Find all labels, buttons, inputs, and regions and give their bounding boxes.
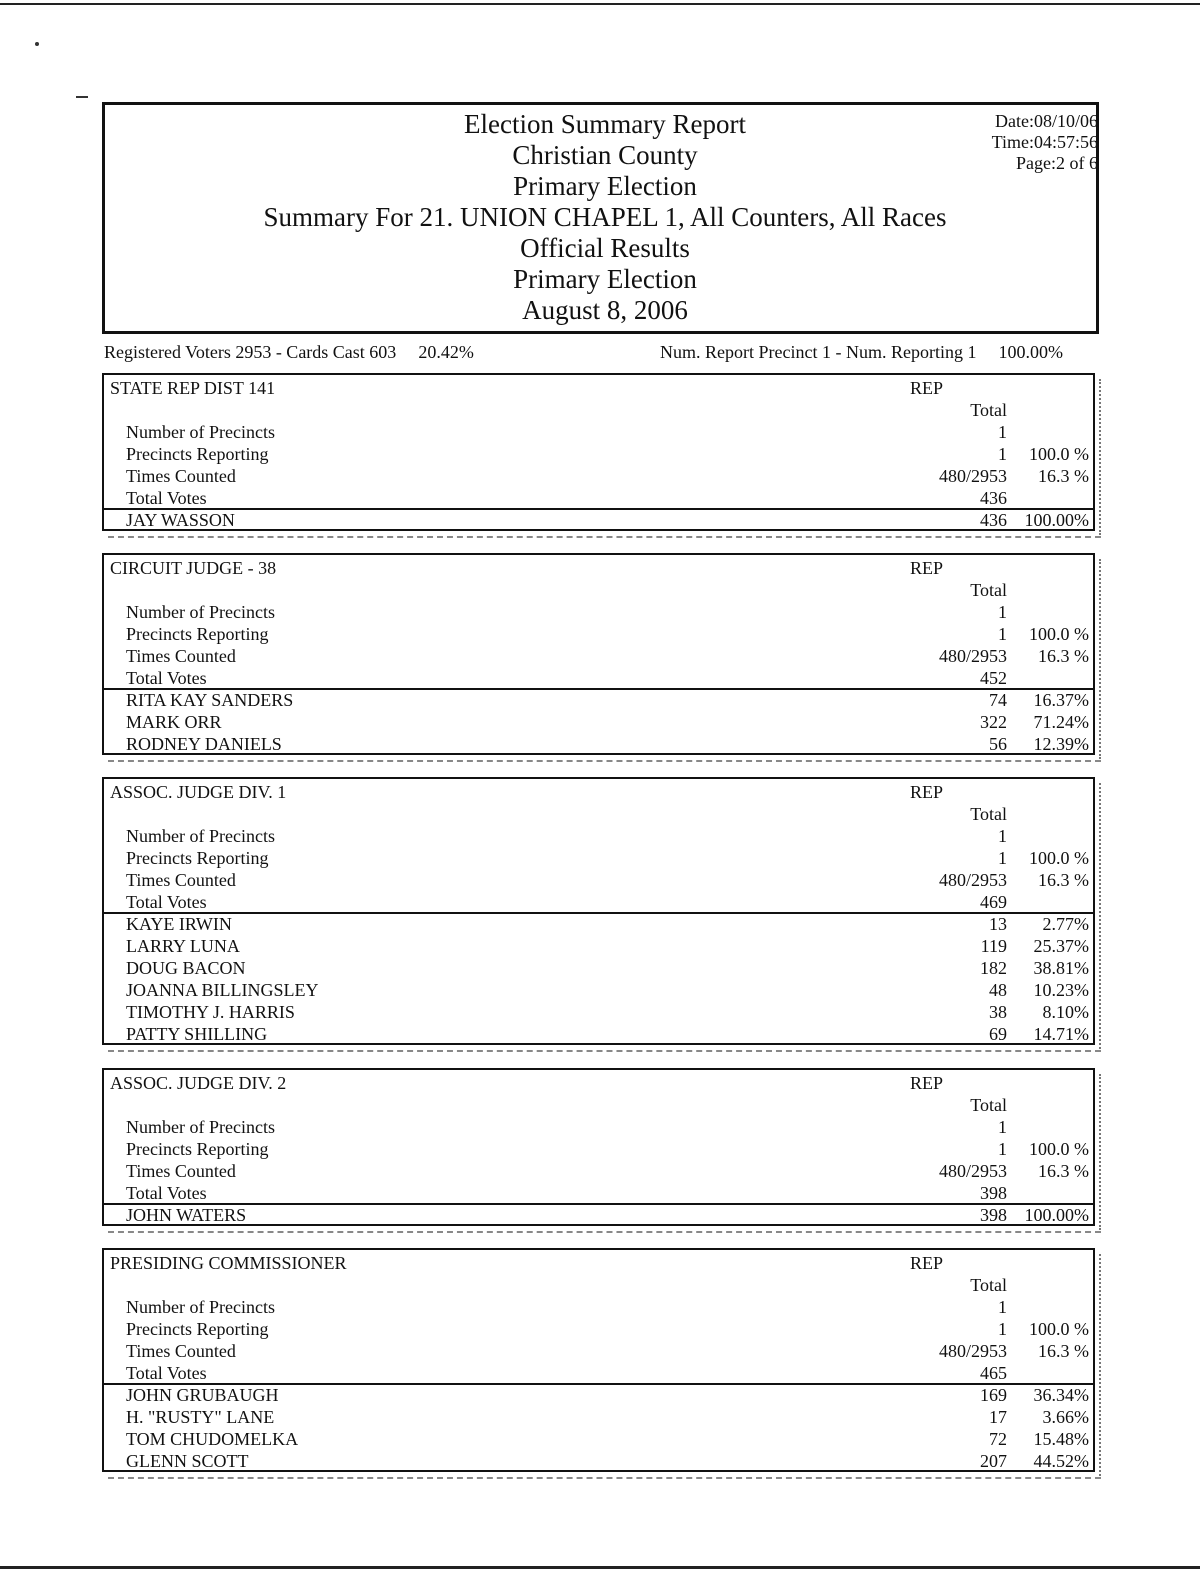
candidate-name: GLENN SCOTT bbox=[126, 1451, 249, 1471]
race-title-row bbox=[104, 1072, 1093, 1094]
turnout-pct: 20.42% bbox=[418, 342, 474, 362]
candidate-row bbox=[104, 1450, 1093, 1472]
candidate-name: TIMOTHY J. HARRIS bbox=[126, 1002, 295, 1022]
candidate-pct: 3.66% bbox=[1042, 1407, 1089, 1427]
candidate-pct: 12.39% bbox=[1033, 734, 1089, 754]
num-precincts-value: 1 bbox=[998, 826, 1007, 846]
times-counted-pct: 16.3 % bbox=[1038, 646, 1089, 666]
stat-row bbox=[104, 487, 1093, 509]
candidate-name: JAY WASSON bbox=[126, 510, 235, 530]
stat-row bbox=[104, 443, 1093, 465]
times-counted-value: 480/2953 bbox=[938, 1341, 1007, 1361]
race-box bbox=[102, 1068, 1095, 1226]
candidate-votes: 182 bbox=[980, 958, 1007, 978]
candidate-name: JOANNA BILLINGSLEY bbox=[126, 980, 319, 1000]
scan-shadow bbox=[1095, 1254, 1101, 1476]
precincts-reporting-pct: 100.0 % bbox=[1029, 444, 1089, 464]
report-title: Election Summary Report bbox=[464, 109, 746, 139]
stat-label: Total Votes bbox=[126, 1363, 207, 1383]
times-counted-pct: 16.3 % bbox=[1038, 1161, 1089, 1181]
candidate-votes: 69 bbox=[989, 1024, 1007, 1044]
stat-label: Times Counted bbox=[126, 646, 236, 666]
precincts-reporting-pct: 100.0 % bbox=[1029, 624, 1089, 644]
scan-shadow bbox=[1095, 1074, 1101, 1230]
stat-label: Times Counted bbox=[126, 1161, 236, 1181]
stat-row bbox=[104, 465, 1093, 487]
total-column-header: Total bbox=[970, 1095, 1007, 1115]
candidate-pct: 14.71% bbox=[1033, 1024, 1089, 1044]
scan-shadow bbox=[108, 1474, 1101, 1479]
party-label: REP bbox=[910, 1073, 944, 1093]
candidate-pct: 25.37% bbox=[1033, 936, 1089, 956]
race-title: ASSOC. JUDGE DIV. 2 bbox=[110, 1073, 287, 1093]
race-box bbox=[102, 553, 1095, 755]
candidate-row bbox=[104, 957, 1093, 979]
report-page: Page:2 of 6 bbox=[1016, 153, 1098, 173]
stat-label: Precincts Reporting bbox=[126, 1139, 269, 1159]
stat-row bbox=[104, 623, 1093, 645]
scan-top-edge bbox=[0, 3, 1200, 5]
party-label: REP bbox=[910, 378, 944, 398]
candidate-pct: 44.52% bbox=[1033, 1451, 1089, 1471]
stat-label: Times Counted bbox=[126, 870, 236, 890]
candidate-row bbox=[104, 733, 1093, 755]
scan-shadow bbox=[1095, 559, 1101, 759]
total-column-header: Total bbox=[970, 1275, 1007, 1295]
report-meta bbox=[992, 111, 1098, 174]
candidate-row bbox=[104, 1406, 1093, 1428]
num-precincts-value: 1 bbox=[998, 422, 1007, 442]
report-time: Time:04:57:56 bbox=[991, 132, 1098, 152]
race-title-row bbox=[104, 781, 1093, 803]
candidate-pct: 36.34% bbox=[1033, 1385, 1089, 1405]
candidate-row bbox=[104, 1428, 1093, 1450]
total-column-header: Total bbox=[970, 804, 1007, 824]
precincts-reporting-value: 1 bbox=[998, 848, 1007, 868]
candidate-row bbox=[104, 913, 1093, 935]
stat-row bbox=[104, 1318, 1093, 1340]
race-title: ASSOC. JUDGE DIV. 1 bbox=[110, 782, 287, 802]
scan-shadow bbox=[108, 1228, 1101, 1233]
scan-shadow bbox=[1095, 379, 1101, 535]
race-title-row bbox=[104, 377, 1093, 399]
election-date: August 8, 2006 bbox=[522, 295, 688, 325]
scan-shadow bbox=[108, 533, 1101, 538]
stat-label: Number of Precincts bbox=[126, 422, 275, 442]
num-precincts-value: 1 bbox=[998, 602, 1007, 622]
total-votes-value: 398 bbox=[980, 1183, 1007, 1203]
candidate-row bbox=[104, 509, 1093, 531]
stat-row bbox=[104, 1296, 1093, 1318]
race-title-row bbox=[104, 1252, 1093, 1274]
stat-label: Number of Precincts bbox=[126, 826, 275, 846]
num-precincts-value: 1 bbox=[998, 1117, 1007, 1137]
race-box bbox=[102, 777, 1095, 1045]
total-header-row bbox=[104, 399, 1093, 421]
total-votes-value: 469 bbox=[980, 892, 1007, 912]
stat-row bbox=[104, 1116, 1093, 1138]
candidate-name: PATTY SHILLING bbox=[126, 1024, 268, 1044]
reporting-summary-text: Num. Report Precinct 1 - Num. Reporting 1 bbox=[660, 342, 977, 362]
candidate-name: MARK ORR bbox=[126, 712, 222, 732]
candidate-pct: 15.48% bbox=[1033, 1429, 1089, 1449]
candidate-name: KAYE IRWIN bbox=[126, 914, 232, 934]
candidate-name: RITA KAY SANDERS bbox=[126, 690, 294, 710]
stat-label: Precincts Reporting bbox=[126, 1319, 269, 1339]
candidate-votes: 13 bbox=[989, 914, 1007, 934]
times-counted-value: 480/2953 bbox=[938, 1161, 1007, 1181]
candidate-row bbox=[104, 689, 1093, 711]
candidate-pct: 8.10% bbox=[1042, 1002, 1089, 1022]
candidate-pct: 16.37% bbox=[1033, 690, 1089, 710]
scan-shadow bbox=[1095, 783, 1101, 1049]
candidate-votes: 17 bbox=[989, 1407, 1007, 1427]
candidate-row bbox=[104, 1204, 1093, 1226]
candidate-name: RODNEY DANIELS bbox=[126, 734, 282, 754]
summary-scope: Summary For 21. UNION CHAPEL 1, All Counters, All Races bbox=[263, 202, 947, 232]
party-label: REP bbox=[910, 558, 944, 578]
race-box bbox=[102, 373, 1095, 531]
candidate-votes: 207 bbox=[980, 1451, 1007, 1471]
stat-row bbox=[104, 847, 1093, 869]
race-title: PRESIDING COMMISSIONER bbox=[110, 1253, 347, 1273]
candidate-votes: 74 bbox=[989, 690, 1007, 710]
results-status: Official Results bbox=[520, 233, 690, 263]
stat-label: Number of Precincts bbox=[126, 1117, 275, 1137]
total-column-header: Total bbox=[970, 580, 1007, 600]
candidate-votes: 56 bbox=[989, 734, 1007, 754]
report-date: Date:08/10/06 bbox=[995, 111, 1098, 131]
race-title: CIRCUIT JUDGE - 38 bbox=[110, 558, 277, 578]
times-counted-value: 480/2953 bbox=[938, 646, 1007, 666]
total-header-row bbox=[104, 803, 1093, 825]
stat-label: Number of Precincts bbox=[126, 1297, 275, 1317]
candidate-pct: 100.00% bbox=[1024, 510, 1089, 530]
candidate-name: H. "RUSTY" LANE bbox=[126, 1407, 275, 1427]
stat-row bbox=[104, 645, 1093, 667]
election-name: Primary Election bbox=[513, 171, 697, 201]
scan-speck bbox=[76, 96, 88, 98]
stat-label: Number of Precincts bbox=[126, 602, 275, 622]
candidate-votes: 48 bbox=[989, 980, 1007, 1000]
candidate-pct: 10.23% bbox=[1033, 980, 1089, 1000]
candidate-votes: 322 bbox=[980, 712, 1007, 732]
stat-label: Total Votes bbox=[126, 668, 207, 688]
scan-speck bbox=[35, 42, 39, 46]
scan-bottom-edge bbox=[0, 1566, 1200, 1569]
reporting-pct: 100.00% bbox=[998, 342, 1063, 362]
candidate-pct: 2.77% bbox=[1042, 914, 1089, 934]
stat-row bbox=[104, 601, 1093, 623]
stat-row bbox=[104, 1160, 1093, 1182]
precincts-reporting-value: 1 bbox=[998, 444, 1007, 464]
precincts-reporting-pct: 100.0 % bbox=[1029, 848, 1089, 868]
county-name: Christian County bbox=[512, 140, 698, 170]
stat-label: Precincts Reporting bbox=[126, 624, 269, 644]
scan-shadow bbox=[108, 1047, 1101, 1052]
total-votes-value: 436 bbox=[980, 488, 1007, 508]
times-counted-pct: 16.3 % bbox=[1038, 466, 1089, 486]
total-header-row bbox=[104, 1094, 1093, 1116]
candidate-name: LARRY LUNA bbox=[126, 936, 240, 956]
stat-label: Precincts Reporting bbox=[126, 444, 269, 464]
total-votes-value: 465 bbox=[980, 1363, 1007, 1383]
candidate-row bbox=[104, 1001, 1093, 1023]
stat-row bbox=[104, 869, 1093, 891]
stat-label: Times Counted bbox=[126, 1341, 236, 1361]
total-column-header: Total bbox=[970, 400, 1007, 420]
race-title-row bbox=[104, 557, 1093, 579]
candidate-row bbox=[104, 935, 1093, 957]
party-label: REP bbox=[910, 782, 944, 802]
candidate-votes: 436 bbox=[980, 510, 1007, 530]
candidate-row bbox=[104, 1023, 1093, 1045]
candidate-pct: 38.81% bbox=[1033, 958, 1089, 978]
precincts-reporting-pct: 100.0 % bbox=[1029, 1319, 1089, 1339]
race-title: STATE REP DIST 141 bbox=[110, 378, 276, 398]
stat-row bbox=[104, 421, 1093, 443]
precincts-reporting-value: 1 bbox=[998, 624, 1007, 644]
candidate-votes: 119 bbox=[980, 936, 1007, 956]
total-header-row bbox=[104, 579, 1093, 601]
times-counted-pct: 16.3 % bbox=[1038, 870, 1089, 890]
header-lines bbox=[105, 109, 1105, 326]
candidate-name: JOHN GRUBAUGH bbox=[126, 1385, 279, 1405]
stat-row bbox=[104, 1138, 1093, 1160]
candidate-row bbox=[104, 1384, 1093, 1406]
candidate-row bbox=[104, 979, 1093, 1001]
race-box bbox=[102, 1248, 1095, 1472]
total-votes-value: 452 bbox=[980, 668, 1007, 688]
stat-row bbox=[104, 1182, 1093, 1204]
times-counted-pct: 16.3 % bbox=[1038, 1341, 1089, 1361]
times-counted-value: 480/2953 bbox=[938, 870, 1007, 890]
stat-row bbox=[104, 1362, 1093, 1384]
candidate-votes: 38 bbox=[989, 1002, 1007, 1022]
stat-label: Total Votes bbox=[126, 892, 207, 912]
candidate-votes: 72 bbox=[989, 1429, 1007, 1449]
candidate-name: DOUG BACON bbox=[126, 958, 246, 978]
candidate-row bbox=[104, 711, 1093, 733]
candidate-votes: 169 bbox=[980, 1385, 1007, 1405]
precincts-reporting-pct: 100.0 % bbox=[1029, 1139, 1089, 1159]
stat-label: Total Votes bbox=[126, 1183, 207, 1203]
stat-row bbox=[104, 825, 1093, 847]
candidate-pct: 71.24% bbox=[1033, 712, 1089, 732]
candidate-name: TOM CHUDOMELKA bbox=[126, 1429, 299, 1449]
scan-shadow bbox=[108, 757, 1101, 762]
party-label: REP bbox=[910, 1253, 944, 1273]
voter-summary-text: Registered Voters 2953 - Cards Cast 603 bbox=[104, 342, 397, 362]
stat-row bbox=[104, 1340, 1093, 1362]
stat-label: Precincts Reporting bbox=[126, 848, 269, 868]
reporting-summary bbox=[660, 342, 1063, 363]
stat-row bbox=[104, 891, 1093, 913]
total-header-row bbox=[104, 1274, 1093, 1296]
precincts-reporting-value: 1 bbox=[998, 1139, 1007, 1159]
stat-label: Times Counted bbox=[126, 466, 236, 486]
candidate-name: JOHN WATERS bbox=[126, 1205, 247, 1225]
voter-summary bbox=[104, 342, 474, 363]
times-counted-value: 480/2953 bbox=[938, 466, 1007, 486]
election-name-2: Primary Election bbox=[513, 264, 697, 294]
candidate-pct: 100.00% bbox=[1024, 1205, 1089, 1225]
stat-label: Total Votes bbox=[126, 488, 207, 508]
stat-row bbox=[104, 667, 1093, 689]
candidate-votes: 398 bbox=[980, 1205, 1007, 1225]
report-header bbox=[102, 102, 1099, 334]
precincts-reporting-value: 1 bbox=[998, 1319, 1007, 1339]
num-precincts-value: 1 bbox=[998, 1297, 1007, 1317]
